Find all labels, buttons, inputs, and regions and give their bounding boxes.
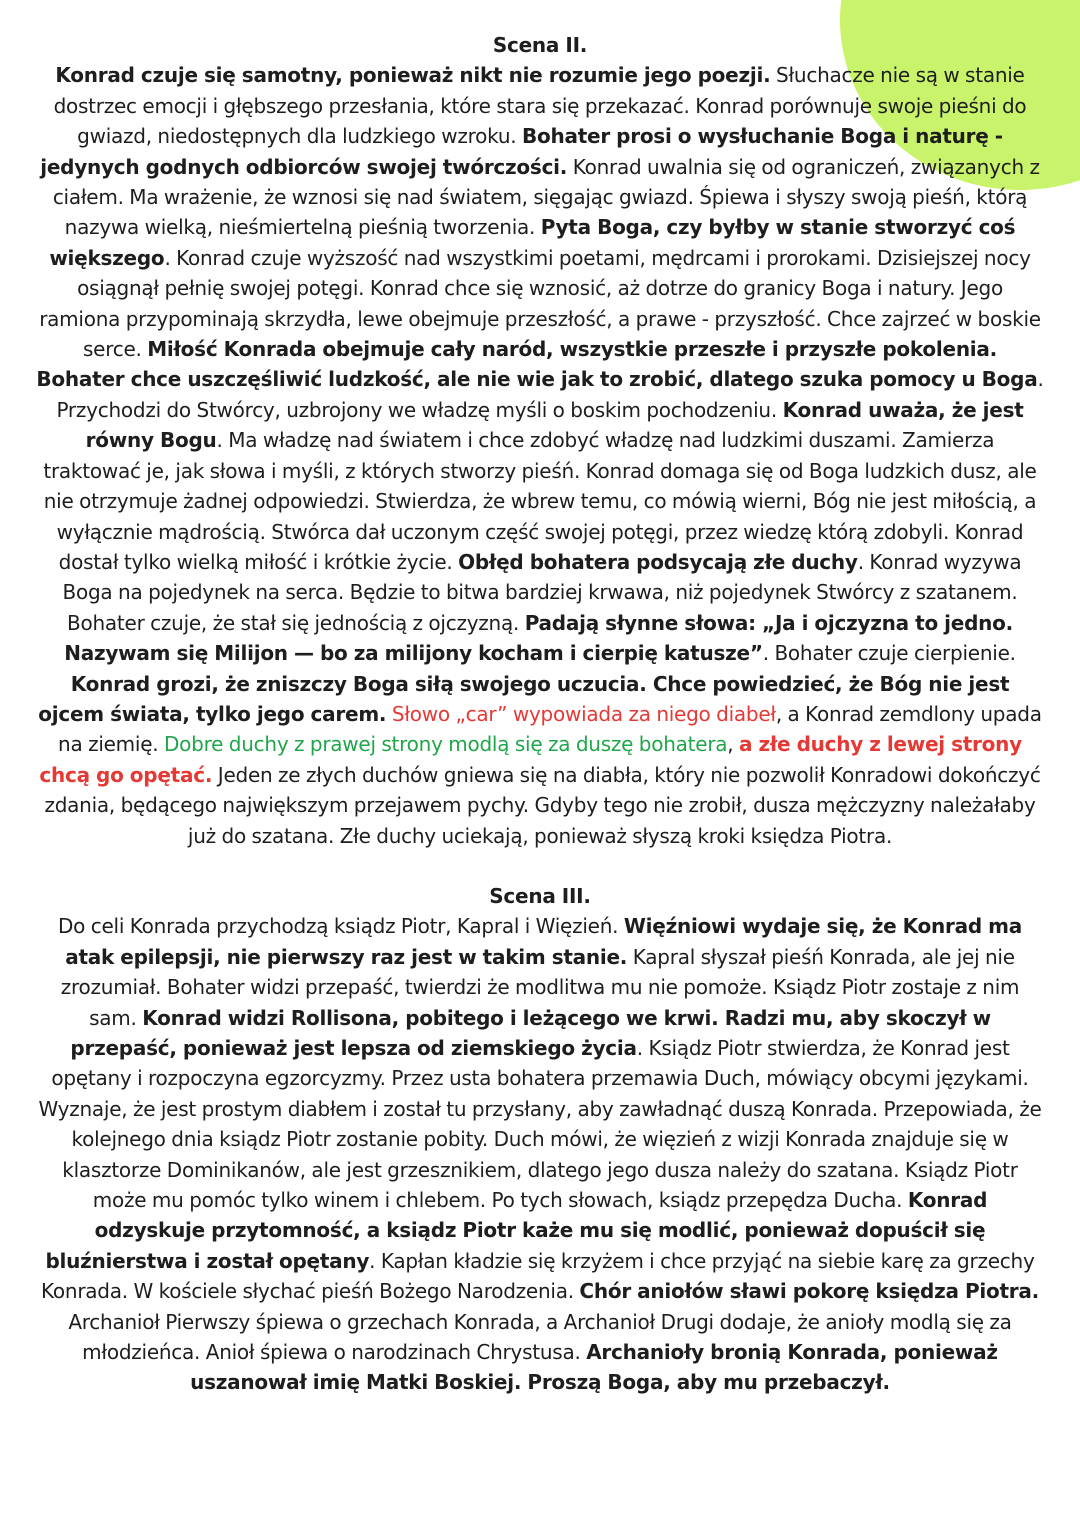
text-segment: . Ma władzę nad światem i chce zdobyć władzę nad ludzkimi duszami. Zamierza traktować je, jak słowa i myśli, z których stworzy pieśń. Konrad domaga się od Boga ludzkich dusz, ale nie otrzymuje żadnej odpowiedzi. Stwierdza, że wbrew temu, co mówią wierni, Bóg nie jest miłością, a wyłącznie mądrością. Stwórca dał uczonym część swojej potęgi, przez wiedzę którą zdobyli. Konrad dostał tylko wielką miłość i krótkie życie.: [43, 428, 1037, 574]
scene-2-paragraph: [36, 60, 1044, 851]
text-segment: . Ksiądz Piotr stwierdza, że Konrad jest opętany i rozpoczyna egzorcyzmy. Przez usta bohatera przemawia Duch, mówiący obcymi językami. Wyznaje, że jest prostym diabłem i został tu przysłany, aby zawładnąć duszą Konrada. Przepowiada, że kolejnego dnia ksiądz Piotr zostanie pobity. Duch mówi, że więzień z wizji Konrada znajduje się w klasztorze Dominikanów, ale jest grzesznikiem, dlatego jego dusza należy do szatana. Ksiądz Piotr może mu pomóc tylko winem i chlebem. Po tych słowach, ksiądz przepędza Ducha.: [38, 1036, 1042, 1213]
text-segment: . Konrad wyzywa Boga na pojedynek na serca. Będzie to bitwa bardziej krwawa, niż pojedynek Stwórcy z szatanem. Bohater czuje, że stał się jednością z ojczyzną.: [62, 549, 1022, 635]
text-segment: Pyta Boga, czy byłby w stanie stworzyć coś większego: [49, 215, 1016, 270]
text-segment: , a Konrad zemdlony upada na ziemię.: [58, 701, 1042, 757]
text-segment: Padają słynne słowa: „Ja i ojczyzna to jedno. Nazywam się Milijon — bo za milijony kocham i cierpię katusze”: [64, 610, 1013, 666]
text-segment: Kapral słyszał pieśń Konrada, ale jej nie zrozumiał. Bohater widzi przepaść, twierdzi że modlitwa mu nie pomoże. Ksiądz Piotr zostaje z nim sam.: [60, 944, 1020, 1030]
text-segment: Słowo „car” wypowiada za niego diabeł: [391, 701, 776, 726]
text-segment: Słuchacze nie są w stanie dostrzec emocji i głębszego przesłania, które stara się przekazać. Konrad porównuje swoje pieśni do gwiazd, niedostępnych dla ludzkiego wzroku.: [53, 63, 1027, 149]
text-segment: Obłęd bohatera podsycają złe duchy: [458, 549, 858, 574]
scene-3-title: Scena III.: [489, 883, 591, 908]
text-segment: Miłość Konrada obejmuje cały naród, wszystkie przeszłe i przyszłe pokolenia. Bohater chce uszczęśliwić ludzkość, ale nie wie jak to zrobić, dlatego szuka pomocy u Boga: [36, 337, 1038, 392]
text-segment: Jeden ze złych duchów gniewa się na diabła, który nie pozwolił Konradowi dokończyć zdania, będącego największym przejawem pychy. Gdyby tego nie zrobił, dusza mężczyzny należałaby już do szatana. Złe duchy uciekają, ponieważ słyszą kroki księdza Piotra.: [44, 762, 1041, 848]
text-segment: Archanioł Pierwszy śpiewa o grzechach Konrada, a Archanioł Drugi dodaje, że anioły modlą się za młodzieńca. Anioł śpiewa o narodzinach Chrystusa.: [68, 1309, 1012, 1365]
text-segment: Konrad odzyskuje przytomność, a ksiądz Piotr każe mu się modlić, ponieważ dopuścił się bluźnierstwa i został opętany: [45, 1188, 988, 1273]
text-segment: Dobre duchy z prawej strony modlą się za duszę bohatera: [164, 732, 728, 757]
document-body: [36, 30, 1044, 1398]
text-segment: Konrad czuje się samotny, ponieważ nikt nie rozumie jego poezji.: [55, 63, 771, 88]
text-segment: Bohater prosi o wysłuchanie Boga i naturę - jedynych godnych odbiorców swojej twórczości.: [40, 124, 1003, 179]
text-segment: Konrad uważa, że jest równy Bogu: [85, 397, 1024, 453]
scene-3-paragraph: [36, 911, 1044, 1398]
text-segment: . Przychodzi do Stwórcy, uzbrojony we władzę myśli o boskim pochodzeniu.: [56, 367, 1044, 422]
text-segment: Konrad grozi, że zniszczy Boga siłą swojego uczucia. Chce powiedzieć, że Bóg nie jest ojcem świata, tylko jego carem.: [38, 671, 1010, 726]
text-segment: . Konrad czuje wyższość nad wszystkimi poetami, mędrcami i prorokami. Dzisiejszej nocy osiągnął pełnię swojej potęgi. Konrad chce się wznosić, aż dotrze do granicy Boga i natury. Jego ramiona przypominają skrzydła, lewe obejmuje przeszłość, a prawe - przyszłość. Chce zajrzeć w boskie serce.: [39, 245, 1041, 362]
text-segment: Konrad uwalnia się od ograniczeń, związanych z ciałem. Ma wrażenie, że wznosi się nad światem, sięgając gwiazd. Śpiewa i słyszy swoją pieśń, którą nazywa wielką, nieśmiertelną pieśnią tworzenia.: [52, 154, 1040, 240]
text-segment: ,: [727, 732, 740, 757]
text-segment: Do celi Konrada przychodzą ksiądz Piotr, Kapral i Więzień.: [58, 914, 624, 939]
text-segment: Więźniowi wydaje się, że Konrad ma atak epilepsji, nie pierwszy raz jest w takim stanie.: [65, 914, 1022, 969]
text-segment: a złe duchy z lewej strony chcą go opętać.: [39, 732, 1022, 787]
text-segment: Archanioły bronią Konrada, ponieważ uszanował imię Matki Boskiej. Proszą Boga, aby mu przebaczył.: [190, 1340, 998, 1395]
scene-3-section: [36, 881, 1044, 1398]
text-segment: . Kapłan kładzie się krzyżem i chce przyjąć na siebie karę za grzechy Konrada. W kościele słychać pieśń Bożego Narodzenia.: [41, 1248, 1035, 1304]
text-segment: Chór aniołów sławi pokorę księdza Piotra.: [579, 1279, 1039, 1304]
text-segment: . Bohater czuje cierpienie.: [762, 641, 1016, 666]
scene-2-title: Scena II.: [492, 33, 588, 57]
scene-2-section: [36, 30, 1044, 851]
text-segment: Konrad widzi Rollisona, pobitego i leżącego we krwi. Radzi mu, aby skoczył w przepaść, ponieważ jest lepsza od ziemskiego życia: [70, 1005, 991, 1060]
